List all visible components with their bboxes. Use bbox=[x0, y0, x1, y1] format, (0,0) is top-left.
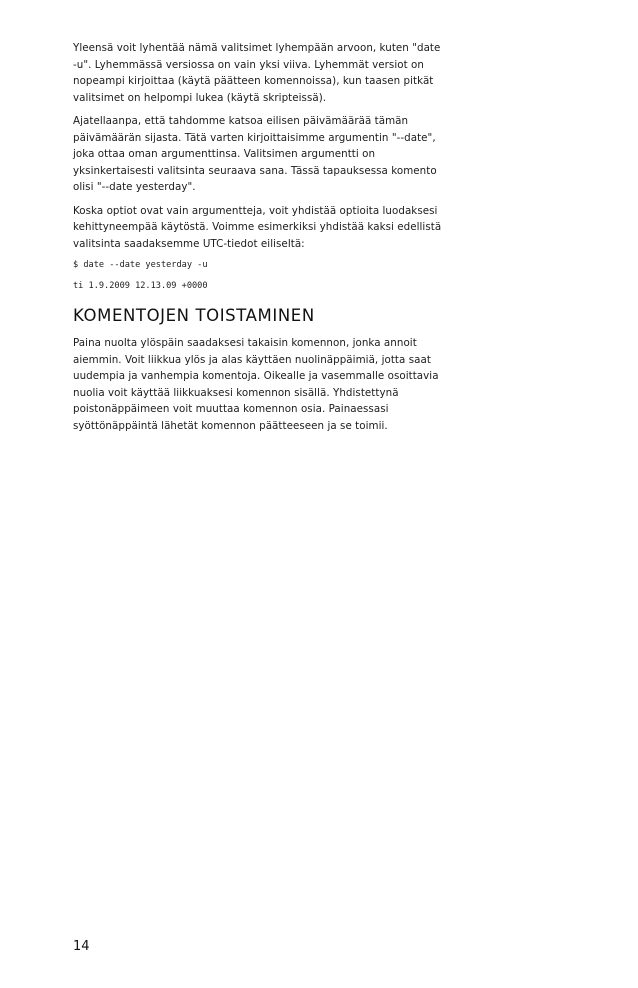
code-output: ti 1.9.2009 12.13.09 +0000 bbox=[73, 281, 208, 291]
paragraph-combine-options: Koska optiot ovat vain argumentteja, voit yhdistää optioita luodaksesi kehittyneempää käytöstä. Voimme esimerkiksi yhdistää kaksi edellistä valitsinta saadaksemme UTC-tiedot eiliseltä: bbox=[73, 204, 442, 250]
page-content bbox=[73, 40, 445, 441]
page-number: 14 bbox=[73, 939, 90, 954]
paragraph-short-options: Yleensä voit lyhentää nämä valitsimet lyhempään arvoon, kuten "date -u". Lyhemmässä versiossa on vain yksi viiva. Lyhemmät versiot on nopeampi kirjoittaa (käytä päätteen komennoissa), kun taasen pitkät valitsimet on helpompi lukea (käytä skripteissä). bbox=[73, 42, 441, 104]
section-heading: KOMENTOJEN TOISTAMINEN bbox=[73, 306, 315, 325]
paragraph-command-history: Paina nuolta ylöspäin saadaksesi takaisin komennon, jonka annoit aiemmin. Voit liikkua ylös ja alas käyttäen nuolinäppäimiä, jotta saat uudempia ja vanhempia komentoja. Oikealle ja vasemmalle osoittavia nuolia voit käyttää liikkuaksesi komennon sisällä. Yhdistettynä poistonäppäimeen voit muuttaa komennon osia. Painaessasi syöttönäppäintä lähetät komennon päätteeseen ja se toimii. bbox=[73, 337, 439, 432]
paragraph-date-argument: Ajatellaanpa, että tahdomme katsoa eilisen päivämäärää tämän päivämäärän sijasta. Tätä varten kirjoittaisimme argumentin "--date", joka ottaa oman argumenttinsa. Valitsimen argumentti on yksinkertaisesti valitsinta seuraava sana. Tässä tapauksessa komento olisi "--date yesterday". bbox=[73, 115, 437, 193]
code-command: $ date --date yesterday -u bbox=[73, 260, 208, 270]
